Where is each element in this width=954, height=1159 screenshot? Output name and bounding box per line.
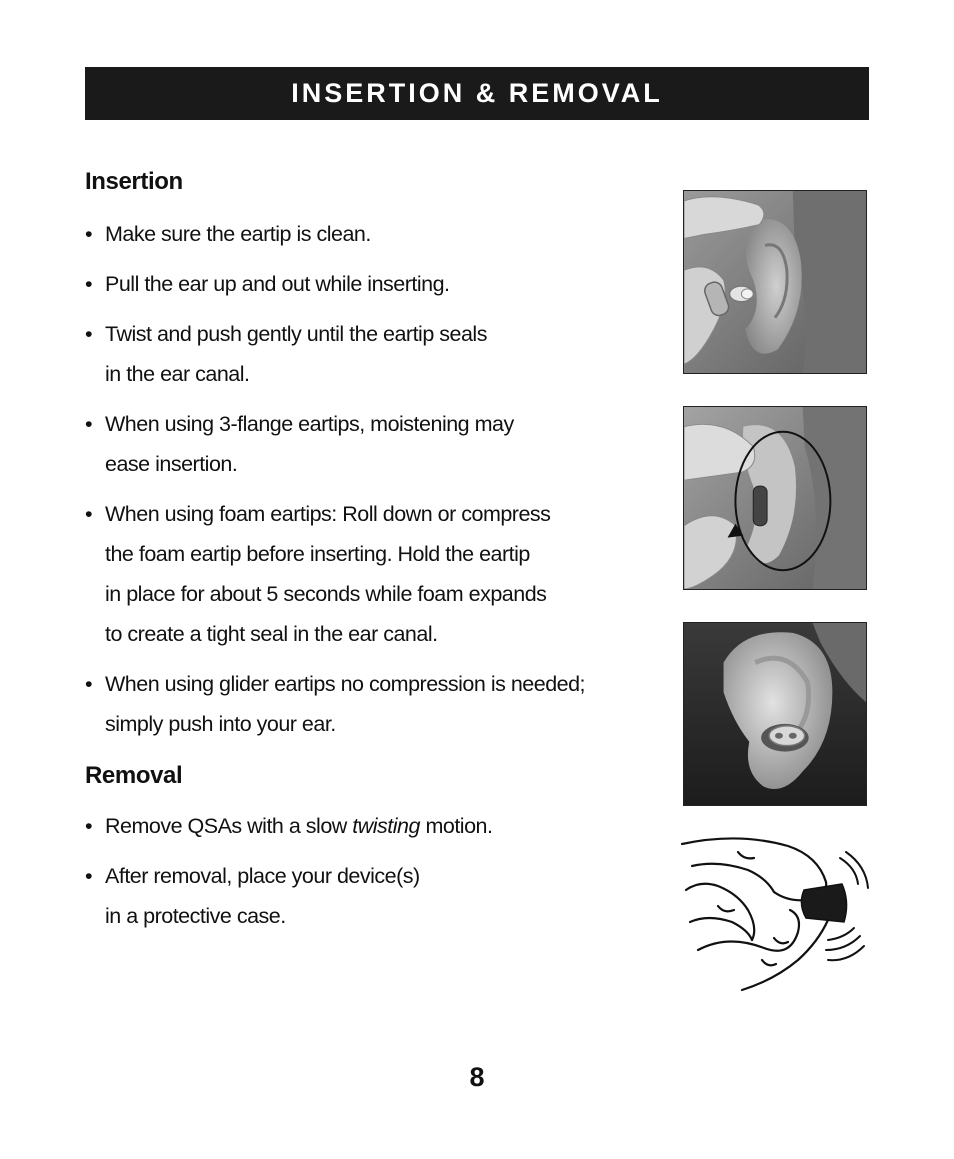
list-item-text: to create a tight seal in the ear canal. [105,622,438,646]
list-item-text: the foam eartip before inserting. Hold the eartip [105,542,530,566]
bullet-marker: • [85,864,93,888]
instructions-column [85,162,675,936]
list-item-text: in the ear canal. [105,362,250,386]
list-item [85,856,675,936]
twist-ear-illustration [684,407,866,589]
text-run: Remove QSAs with a slow [105,814,353,838]
text-run: motion. [419,814,493,838]
list-item-text [105,806,675,846]
section-header-bar [85,67,869,120]
bullet-marker: • [85,222,93,246]
bullet-marker: • [85,272,93,296]
bullet-marker: • [85,814,93,838]
list-item-text: simply push into your ear. [105,712,336,736]
bullet-marker: • [85,672,93,696]
page-number: 8 [469,1062,485,1092]
photo-twist-insert [683,406,867,590]
pull-ear-illustration [684,191,866,373]
foam-tip-compress-drawing [678,830,873,995]
list-item [85,664,675,744]
section-title: INSERTION & REMOVAL [291,78,663,108]
list-item-text: in a protective case. [105,904,286,928]
list-item-text: Make sure the eartip is clean. [105,222,371,246]
list-item-text: When using foam eartips: Roll down or compress [105,502,551,526]
list-item-text: When using 3-flange eartips, moistening may [105,412,514,436]
bullet-marker: • [85,412,93,436]
insertion-heading: Insertion [85,168,183,195]
list-item [85,494,675,654]
list-item [85,264,675,304]
list-item-text: After removal, place your device(s) [105,864,420,888]
list-item-text: in place for about 5 seconds while foam expands [105,582,547,606]
list-item [85,314,675,394]
fingers-twisting-tip-illustration [678,830,873,995]
photo-pull-ear-insert [683,190,867,374]
bullet-marker: • [85,502,93,526]
bullet-marker: • [85,322,93,346]
emphasis-text: twisting [352,814,420,838]
inserted-device-illustration [684,623,866,805]
list-item [85,806,675,846]
list-item [85,214,675,254]
removal-list [85,806,675,936]
list-item-text: When using glider eartips no compression is needed; [105,672,586,696]
removal-heading: Removal [85,762,183,789]
list-item-text: ease insertion. [105,452,238,476]
list-item [85,404,675,484]
insertion-list [85,214,675,744]
list-item-text: Pull the ear up and out while inserting. [105,272,450,296]
list-item-text: Twist and push gently until the eartip seals [105,322,487,346]
photo-ear-with-device [683,622,867,806]
